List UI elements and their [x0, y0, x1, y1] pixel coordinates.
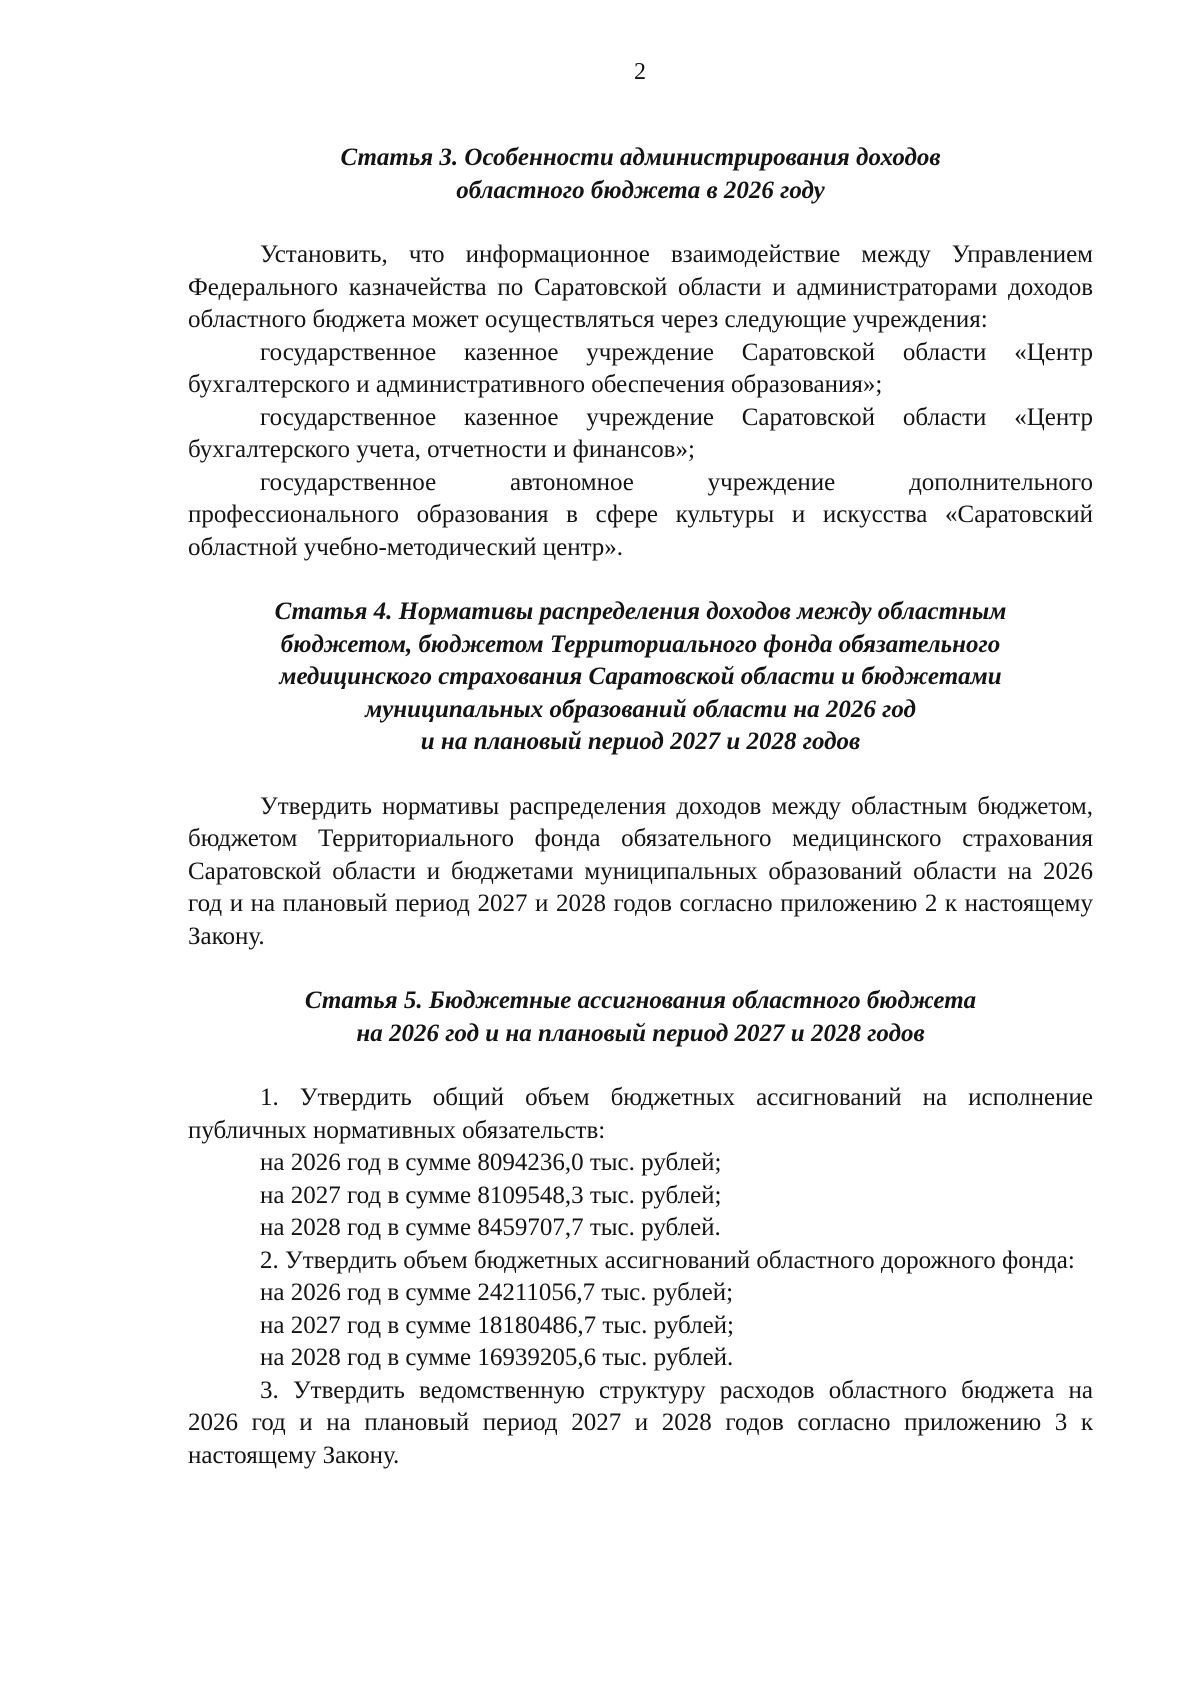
article-3-heading	[188, 142, 1093, 207]
article-4-heading	[188, 596, 1093, 759]
paragraph: Утвердить нормативы распределения доходов между областным бюджетом, бюджетом Территориального фонда обязательного медицинского страхования Саратовской области и бюджетами муниципальных образований области на 2026 год и на плановый период 2027 и 2028 годов согласно приложению 2 к настоящему Закону.	[188, 792, 1093, 950]
paragraph: государственное казенное учреждение Саратовской области «Центр бухгалтерского и административного обеспечения образования»;	[188, 338, 1093, 398]
article-5-heading	[188, 985, 1093, 1050]
paragraph: 2. Утвердить объем бюджетных ассигнований областного дорожного фонда:	[260, 1246, 1075, 1274]
paragraph: на 2027 год в сумме 8109548,3 тыс. рублей;	[260, 1181, 722, 1209]
heading-line: и на плановый период 2027 и 2028 годов	[420, 728, 861, 755]
article-5	[188, 985, 1093, 1472]
heading-line: медицинского страхования Саратовской области и бюджетами	[279, 663, 1002, 690]
heading-line: областного бюджета в 2026 году	[456, 176, 825, 204]
paragraph: на 2026 год в сумме 8094236,0 тыс. рублей;	[260, 1149, 722, 1176]
article-3	[188, 142, 1093, 564]
paragraph: на 2027 год в сумме 18180486,7 тыс. рублей;	[260, 1311, 734, 1339]
paragraph: государственное автономное учреждение дополнительного профессионального образования в сфере культуры и искусства «Саратовский областной учебно-методический центр».	[188, 468, 1093, 561]
heading-line: муниципальных образований области на 2026 год	[365, 695, 916, 723]
paragraph: на 2026 год в сумме 24211056,7 тыс. рублей;	[260, 1279, 734, 1306]
paragraph: на 2028 год в сумме 16939205,6 тыс. рублей.	[260, 1344, 734, 1371]
paragraph: Установить, что информационное взаимодействие между Управлением Федерального казначейства по Саратовской области и администраторами доходов областного бюджета может осуществляться через следующие учреждения:	[188, 241, 1093, 333]
article-4	[188, 596, 1093, 953]
page-content	[188, 142, 1093, 1472]
heading-line: бюджетом, бюджетом Территориального фонда обязательного	[280, 630, 1001, 658]
paragraph: на 2028 год в сумме 8459707,7 тыс. рублей.	[260, 1214, 721, 1241]
heading-line: Статья 3. Особенности администрирования доходов	[340, 144, 941, 171]
paragraph: 3. Утвердить ведомственную структуру расходов областного бюджета на 2026 год и на плановый период 2027 и 2028 годов согласно приложению 3 к настоящему Закону.	[188, 1376, 1093, 1469]
heading-line: Статья 4. Нормативы распределения доходов между областным	[274, 598, 1007, 625]
heading-line: на 2026 год и на плановый период 2027 и 2028 годов	[356, 1019, 925, 1047]
page-number: 2	[634, 59, 646, 85]
heading-line: Статья 5. Бюджетные ассигнования областного бюджета	[304, 987, 977, 1014]
paragraph: государственное казенное учреждение Саратовской области «Центр бухгалтерского учета, отчетности и финансов»;	[188, 403, 1093, 463]
paragraph: 1. Утвердить общий объем бюджетных ассигнований на исполнение публичных нормативных обязательств:	[188, 1084, 1093, 1144]
